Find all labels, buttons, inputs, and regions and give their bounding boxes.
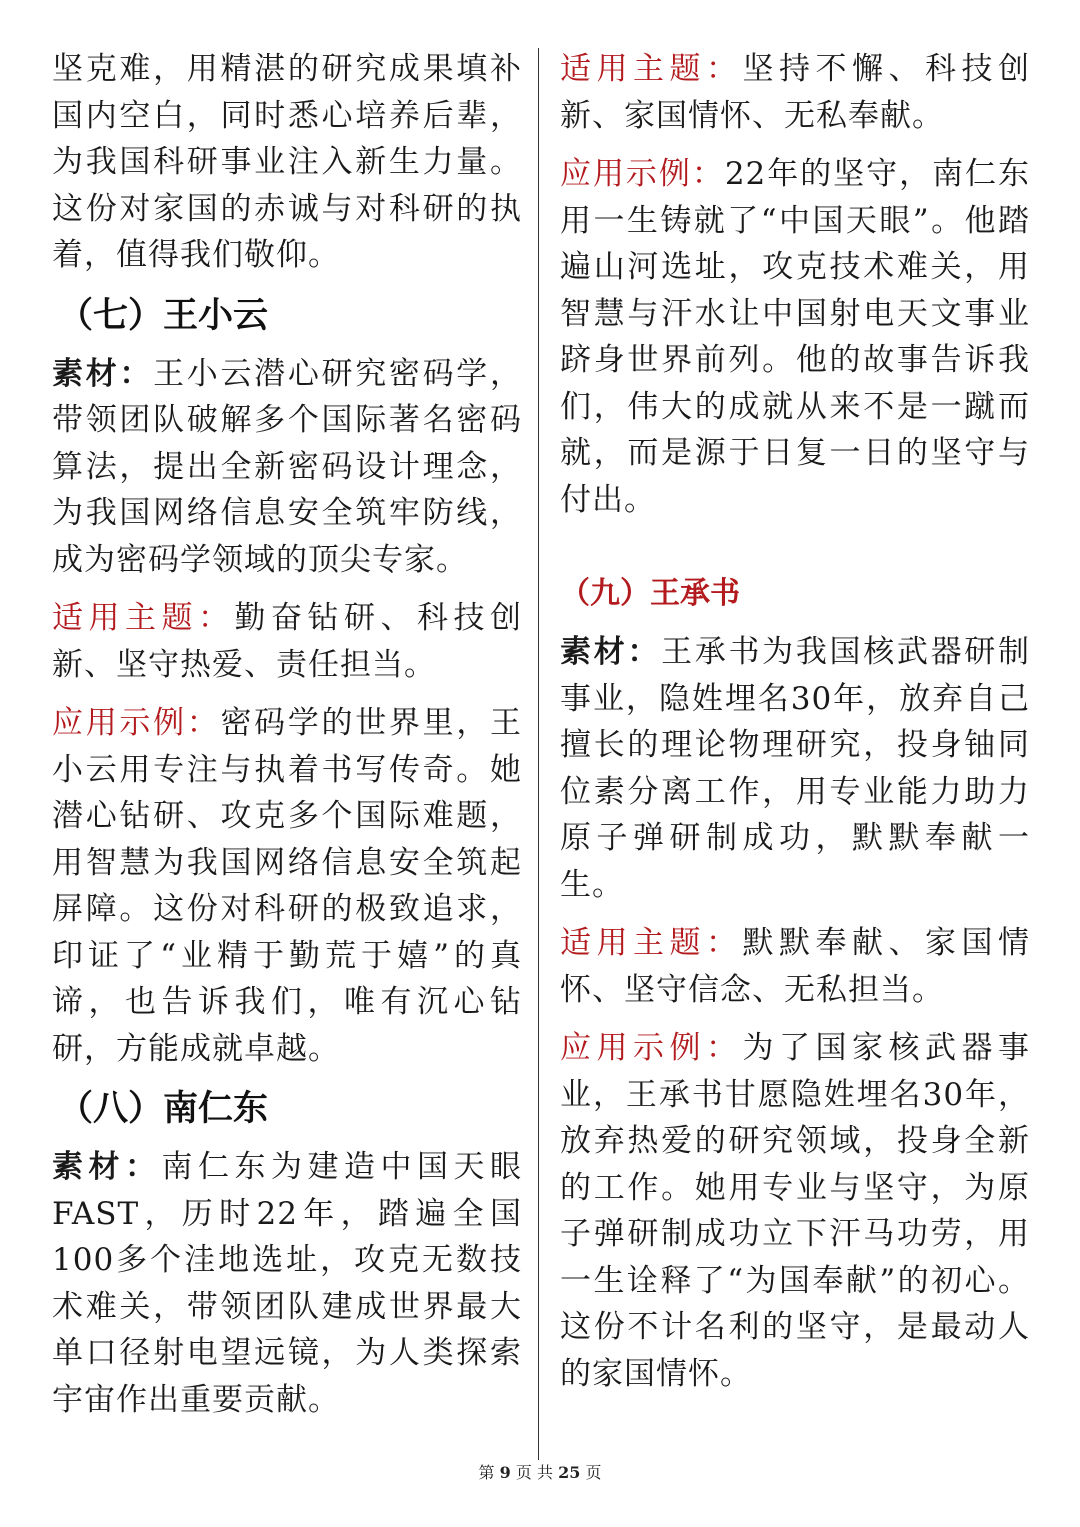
theme-label: 适用主题： bbox=[560, 51, 743, 87]
material-text: 王小云潜心研究密码学，带领团队破解多个国际著名密码算法，提出全新密码设计理念，为我国网络信息安全筑牢防线，成为密码学领域的顶尖专家。 bbox=[52, 355, 523, 578]
intro-paragraph: 坚克难，用精湛的研究成果填补国内空白，同时悉心培养后辈，为我国科研事业注入新生力量。这份对家国的赤诚与对科研的执着，值得我们敬仰。 bbox=[52, 51, 522, 273]
section-heading-wang-xiaoyun: （七）王小云 bbox=[58, 295, 269, 336]
page-number: 9 bbox=[499, 1463, 511, 1482]
example-paragraph bbox=[52, 700, 522, 1072]
section-heading-nan-rendong: （八）南仁东 bbox=[58, 1089, 269, 1129]
footer-middle: 页 共 bbox=[515, 1463, 553, 1482]
theme-text: 默默奉献、家国情怀、坚守信念、无私担当。 bbox=[560, 925, 1030, 1008]
theme-text: 勤奋钻研、科技创新、坚守热爱、责任担当。 bbox=[52, 600, 522, 683]
example-text: 为了国家核武器事业，王承书甘愿隐姓埋名30年，放弃热爱的研究领域，投身全新的工作。她用专业与坚守，为原子弹研制成功立下汗马功劳，用一生诠释了“为国奉献”的初心。这份不计名利的坚守，是最动人的家国情怀。 bbox=[560, 1030, 1030, 1392]
material-label: 素材： bbox=[52, 355, 154, 392]
right-column bbox=[560, 46, 1030, 1409]
theme-text: 坚持不懈、科技创新、家国情怀、无私奉献。 bbox=[560, 51, 1030, 134]
material-label: 素材： bbox=[52, 1149, 162, 1185]
material-paragraph bbox=[560, 629, 1030, 908]
material-text: 王承书为我国核武器研制事业，隐姓埋名30年，放弃自己擅长的理论物理研究，投身铀同位素分离工作，用专业能力助力原子弹研制成功，默默奉献一生。 bbox=[560, 634, 1031, 903]
section-heading-wang-chengshu: （九）王承书 bbox=[560, 576, 740, 611]
example-text: 22年的坚守，南仁东用一生铸就了“中国天眼”。他踏遍山河选址，攻克技术难关，用智慧与汗水让中国射电天文事业跻身世界前列。他的故事告诉我们，伟大的成就从来不是一蹴而就，而是源于日复一日的坚守与付出。 bbox=[560, 156, 1030, 518]
theme-paragraph bbox=[560, 920, 1030, 1013]
example-paragraph bbox=[560, 151, 1030, 523]
example-label: 应用示例： bbox=[52, 705, 221, 741]
material-label: 素材： bbox=[560, 634, 662, 670]
footer-suffix: 页 bbox=[585, 1463, 602, 1482]
material-text: 南仁东为建造中国天眼FAST，历时22年，踏遍全国100多个洼地选址，攻克无数技术难关，带领团队建成世界最大单口径射电望远镜，为人类探索宇宙作出重要贡献。 bbox=[52, 1149, 522, 1418]
material-paragraph bbox=[52, 351, 522, 584]
column-divider bbox=[538, 48, 539, 1460]
footer-prefix: 第 bbox=[478, 1463, 495, 1482]
theme-label: 适用主题： bbox=[52, 600, 235, 636]
theme-paragraph bbox=[560, 46, 1030, 139]
total-pages: 25 bbox=[558, 1463, 581, 1482]
theme-paragraph bbox=[52, 595, 522, 688]
example-paragraph bbox=[560, 1025, 1030, 1397]
left-column bbox=[52, 46, 522, 1435]
theme-label: 适用主题： bbox=[560, 925, 743, 961]
example-label: 应用示例： bbox=[560, 156, 725, 192]
example-text: 密码学的世界里，王小云用专注与执着书写传奇。她潜心钻研、攻克多个国际难题，用智慧为我国网络信息安全筑起屏障。这份对科研的极致追求，印证了“业精于勤荒于嬉”的真谛，也告诉我们，唯有沉心钻研，方能成就卓越。 bbox=[52, 705, 523, 1067]
page-footer bbox=[0, 1460, 1080, 1483]
material-paragraph bbox=[52, 1144, 522, 1423]
example-label: 应用示例： bbox=[560, 1030, 743, 1066]
